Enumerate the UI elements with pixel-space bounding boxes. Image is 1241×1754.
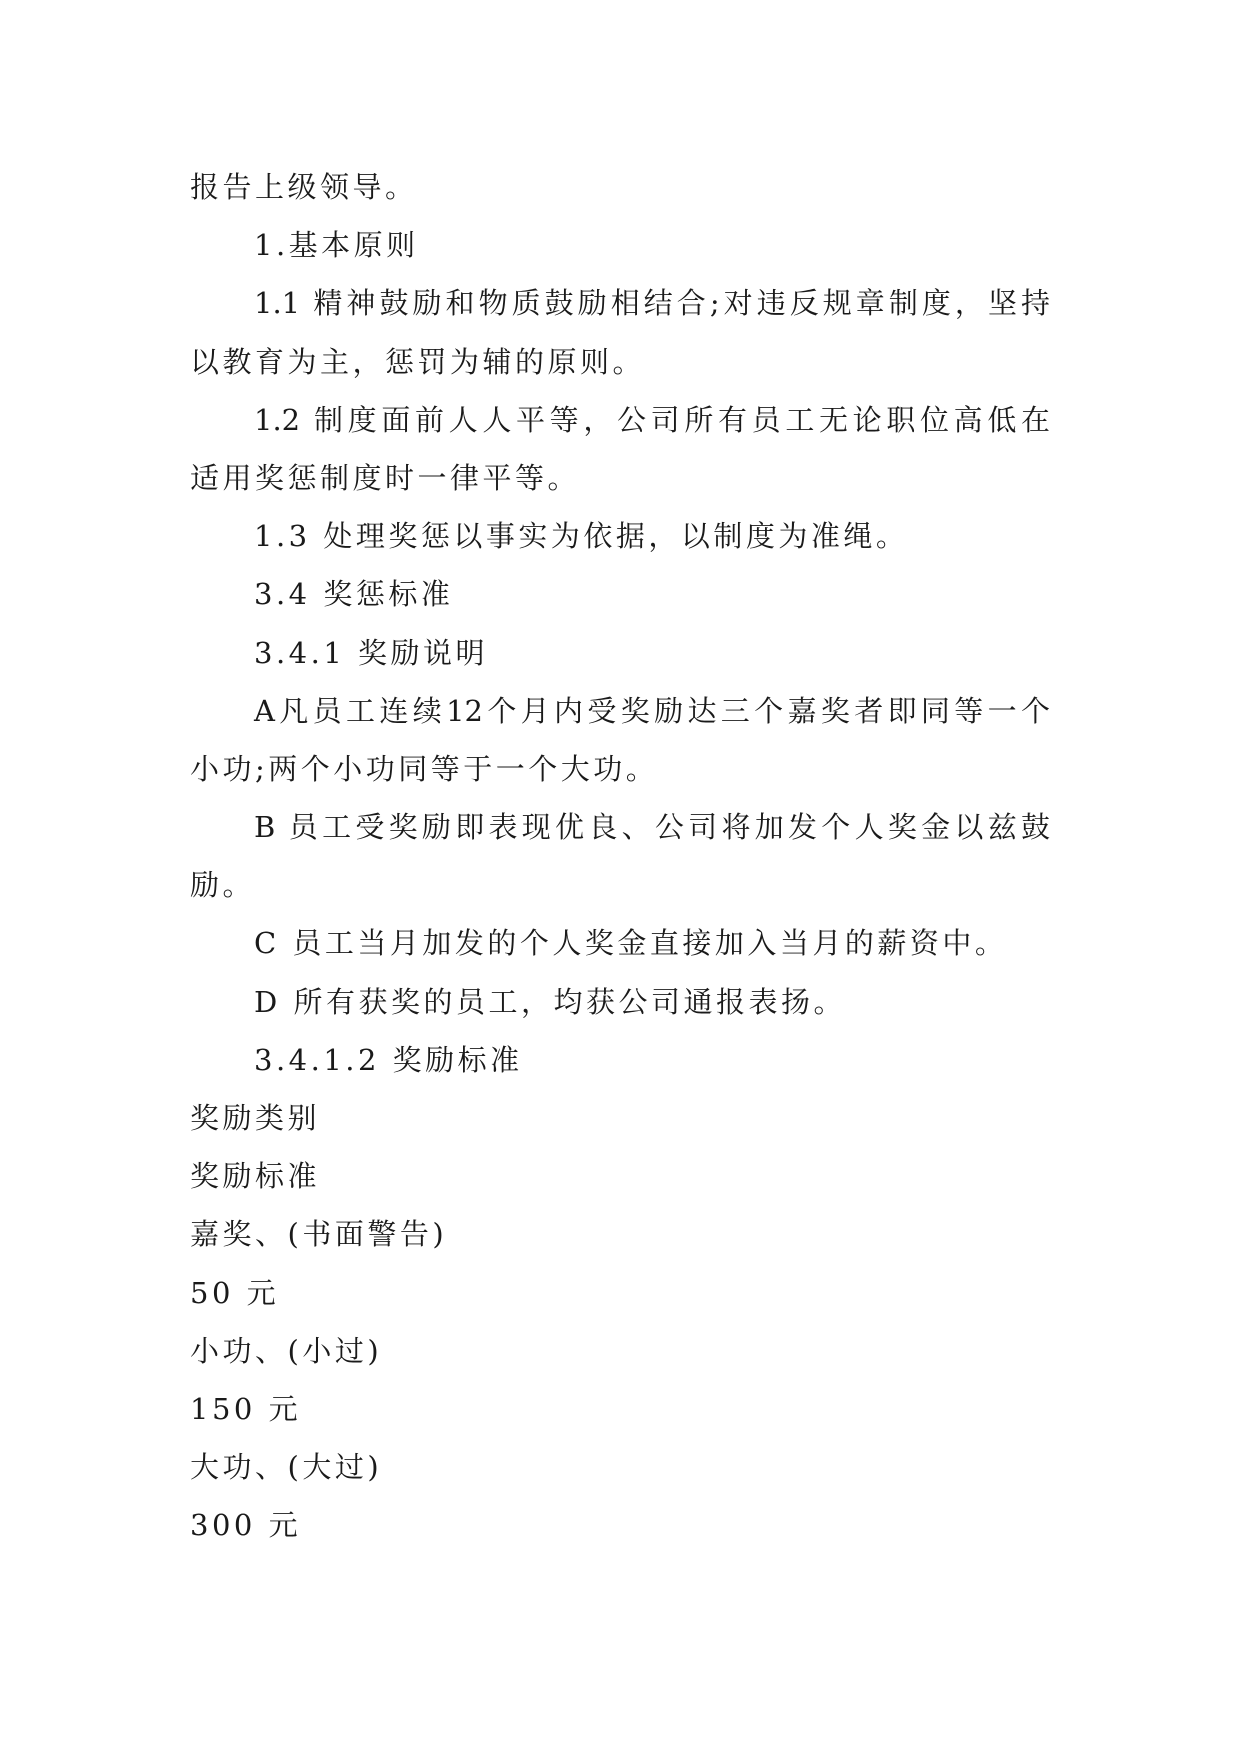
table-header-category: 奖励类别 bbox=[190, 1101, 321, 1135]
table-cell-amount: 50 元 bbox=[190, 1275, 280, 1310]
table-header-standard: 奖励标准 bbox=[190, 1159, 321, 1194]
table-cell-category: 大功、(大过) bbox=[190, 1450, 383, 1485]
section-heading: 3.4 奖惩标准 bbox=[254, 577, 454, 612]
paragraph-line: 1.3 处理奖惩以事实为依据，以制度为准绳。 bbox=[254, 519, 909, 554]
document-page bbox=[190, 158, 1050, 1555]
paragraph-line: 适用奖惩制度时一律平等。 bbox=[190, 460, 581, 495]
table-cell-category: 嘉奖、(书面警告) bbox=[190, 1217, 448, 1252]
paragraph-line: C 员工当月加发的个人奖金直接加入当月的薪资中。 bbox=[254, 926, 1008, 961]
paragraph-line: D 所有获奖的员工，均获公司通报表扬。 bbox=[254, 984, 846, 1019]
table-cell-amount: 300 元 bbox=[190, 1508, 302, 1543]
reward-table bbox=[190, 1089, 1050, 1555]
table-cell-category: 小功、(小过) bbox=[190, 1333, 383, 1368]
paragraph-line: 以教育为主，惩罚为辅的原则。 bbox=[190, 344, 646, 379]
table-cell-amount: 150 元 bbox=[190, 1391, 302, 1426]
section-heading: 1.基本原则 bbox=[254, 228, 419, 263]
paragraph-line: 报告上级领导。 bbox=[190, 170, 418, 204]
paragraph-line: A凡员工连续12个月内受奖励达三个嘉奖者即同等一个 bbox=[254, 693, 1050, 728]
paragraph-line: 1.2 制度面前人人平等，公司所有员工无论职位高低在 bbox=[254, 402, 1050, 437]
paragraph-line: 励。 bbox=[190, 868, 256, 903]
section-heading: 3.4.1 奖励说明 bbox=[254, 635, 489, 670]
paragraph-line: B 员工受奖励即表现优良、公司将加发个人奖金以兹鼓 bbox=[254, 810, 1050, 845]
paragraph-line: 1.1 精神鼓励和物质鼓励相结合;对违反规章制度，坚持 bbox=[254, 286, 1050, 321]
section-heading: 3.4.1.2 奖励标准 bbox=[254, 1042, 523, 1077]
paragraph-line: 小功;两个小功同等于一个大功。 bbox=[190, 751, 659, 786]
